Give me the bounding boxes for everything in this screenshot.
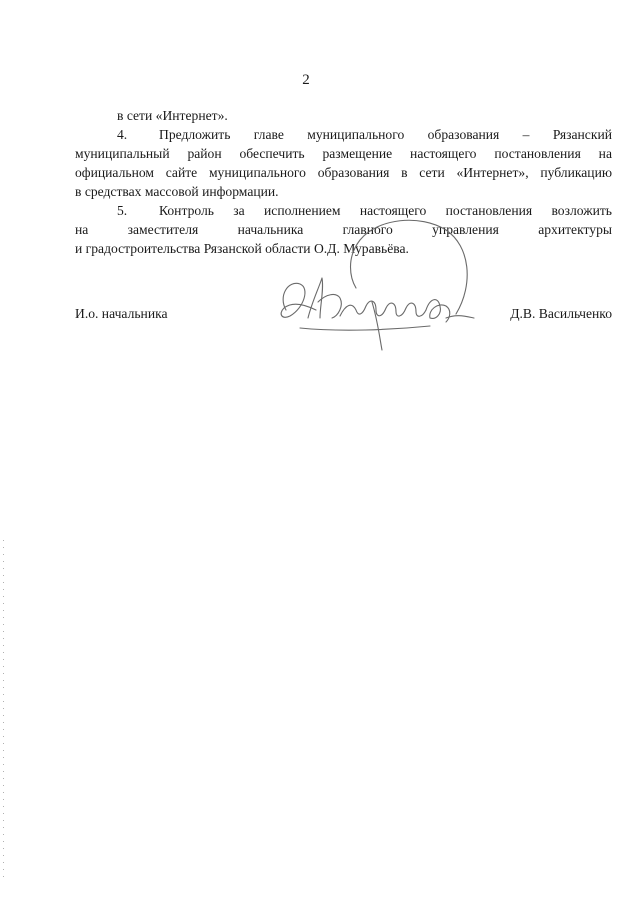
paragraph-4-line-3: официальном сайте муниципального образования в сети «Интернет», публикацию	[75, 165, 612, 180]
paragraph-4-line-1	[75, 125, 612, 144]
paragraph-4-line-1-text: Предложить главе муниципального образования – Рязанский	[159, 127, 612, 142]
scan-margin-artifact	[2, 540, 5, 880]
paragraph-4-line-4: в средствах массовой информации.	[75, 184, 279, 199]
paragraph-4-line-2: муниципальный район обеспечить размещение настоящего постановления на	[75, 146, 612, 161]
signature-row	[75, 306, 612, 328]
paragraph-5-line-1-text: Контроль за исполнением настоящего постановления возложить	[159, 203, 612, 218]
handwritten-signature	[260, 206, 490, 356]
paragraph-5-number: 5.	[117, 203, 128, 218]
paragraph-4-number: 4.	[117, 127, 128, 142]
signatory-name: Д.В. Васильченко	[510, 306, 612, 321]
page-number: 2	[302, 72, 310, 88]
paragraph-3-tail: в сети «Интернет».	[117, 108, 228, 123]
paragraph-5-line-2: на заместителя начальника главного управления архитектуры	[75, 222, 612, 237]
signatory-role: И.о. начальника	[75, 306, 168, 321]
paragraph-5-line-3: и градостроительства Рязанской области О.Д. Муравьёва.	[75, 241, 409, 256]
